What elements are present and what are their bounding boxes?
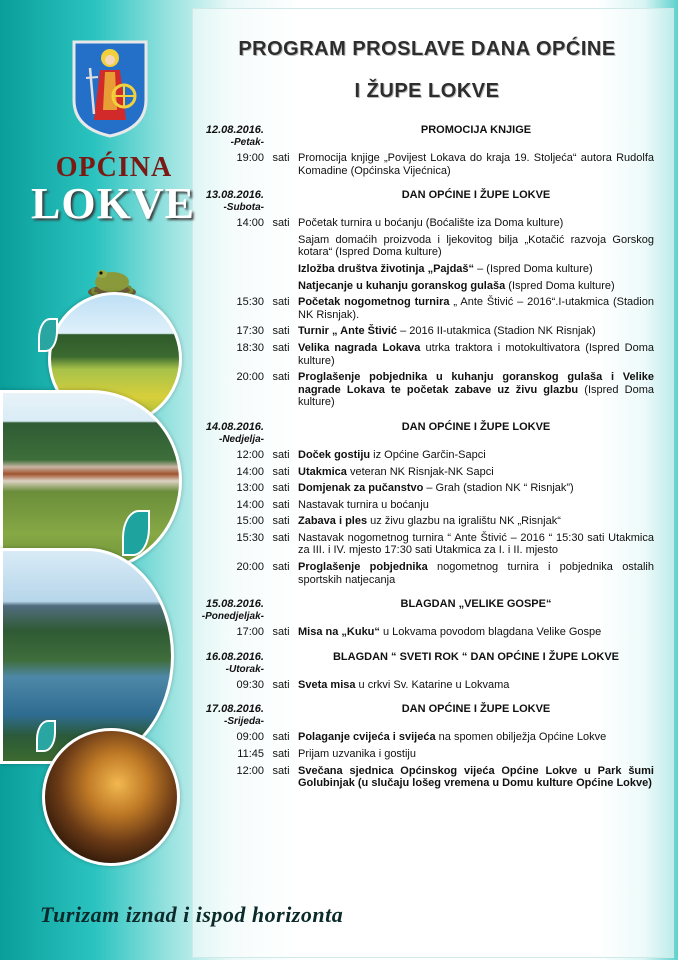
day-header [196, 420, 656, 445]
event-text: uz živu glazbu na igralištu NK „Risnjak“ [367, 515, 561, 528]
event-highlight: Sveta misa [298, 678, 356, 691]
day-header [196, 703, 656, 728]
event-row [196, 342, 656, 367]
event-description [298, 342, 654, 367]
event-unit: sati [272, 748, 290, 761]
event-time: 12:00 [236, 448, 264, 461]
event-description [298, 371, 654, 409]
event-unit: sati [272, 561, 290, 574]
day-header [196, 598, 656, 623]
event-description [298, 263, 654, 276]
day-weekday: -Ponedjeljak- [201, 611, 264, 623]
event-description [298, 679, 654, 692]
event-highlight: Zabava i ples [298, 515, 368, 528]
event-highlight: Izložba društva životinja „Pajdaš“ [298, 262, 475, 275]
event-row [196, 280, 656, 293]
event-description [298, 296, 654, 321]
event-highlight: Domjenak za pučanstvo [298, 482, 424, 495]
event-text: – Grah (stadion NK “ Risnjak”) [423, 482, 574, 495]
event-description [298, 217, 654, 230]
event-unit: sati [272, 465, 290, 478]
event-unit [264, 280, 298, 293]
event-time: 20:00 [236, 371, 264, 384]
event-unit: sati [272, 325, 290, 338]
event-text: u crkvi Sv. Katarine u Lokvama [355, 678, 510, 691]
event-time: 15:30 [236, 296, 264, 309]
event-description [298, 532, 654, 557]
event-time: 14:00 [236, 498, 264, 511]
event-text: veteran NK Risnjak-NK Sapci [346, 465, 494, 478]
event-text: iz Općine Garčin-Sapci [370, 448, 486, 461]
event-description [298, 482, 654, 495]
event-time: 14:00 [236, 217, 264, 230]
event-text: Nastavak turnira u boćanju [298, 498, 429, 511]
day-date: 16.08.2016. [205, 650, 264, 663]
event-description [298, 765, 654, 790]
event-text: na spomen obilježja Općine Lokve [435, 731, 607, 744]
event-highlight: Turnir „ Ante Štivić [298, 325, 398, 338]
event-row [196, 449, 656, 462]
event-time: 11:45 [237, 748, 264, 761]
event-time: 09:30 [236, 678, 264, 691]
event-unit: sati [272, 448, 290, 461]
event-description [298, 731, 654, 744]
event-description [298, 280, 654, 293]
day-weekday: -Srijeda- [223, 716, 264, 728]
event-description [298, 499, 654, 512]
event-text: Nastavak nogometnog turnira “ Ante Štivić – 2016 “ 15:30 sati Utakmica za III. i IV. mjesto 17:30 sati Utakmica za I. i II. mjesto [298, 531, 654, 557]
event-text: nogometnog turnira i pobjednika ostalih sportskih natjecanja [298, 561, 654, 586]
event-row [196, 532, 656, 557]
event-text: utrka traktora i motokultivatora (Ispred Doma kulture) [298, 341, 654, 367]
event-row [196, 765, 656, 790]
event-row [196, 731, 656, 744]
event-highlight: Misa na „Kuku“ [298, 626, 380, 639]
event-unit: sati [272, 678, 290, 691]
event-text: Sajam domaćih proizvoda i ljekovitog bilja „Kotačić razvoja Gorskog kotara“ (Ispred Doma kulture) [298, 233, 654, 259]
day-title: DAN OPĆINE I ŽUPE LOKVE [401, 189, 551, 202]
day-block [196, 421, 656, 586]
brand-line-1: OPĆINA [55, 152, 173, 183]
day-weekday: -Petak- [230, 137, 264, 148]
day-title: PROMOCIJA KNJIGE [420, 124, 532, 136]
event-time: 15:00 [236, 515, 264, 528]
event-text: „ Ante Štivić – 2016“.I-utakmica (Stadion NK Risnjak). [298, 296, 654, 321]
event-description [298, 748, 654, 761]
event-time: 17:00 [236, 626, 264, 639]
event-highlight: Utakmica [298, 465, 347, 478]
event-unit: sati [272, 341, 290, 354]
event-row [196, 482, 656, 495]
brand-line-2: LOKVE [31, 179, 195, 228]
day-title: BLAGDAN “ SVETI ROK “ DAN OPĆINE I ŽUPE LOKVE [332, 650, 620, 663]
day-title: DAN OPĆINE I ŽUPE LOKVE [401, 703, 551, 716]
event-row [196, 296, 656, 321]
event-description [298, 449, 654, 462]
day-block [196, 703, 656, 789]
event-time: 19:00 [236, 152, 264, 164]
event-unit: sati [272, 531, 290, 544]
event-time [196, 234, 264, 259]
event-row [196, 371, 656, 409]
event-description [298, 515, 654, 528]
day-date: 17.08.2016. [205, 703, 264, 716]
day-header [196, 650, 656, 675]
event-text: Početak turnira u boćanju (Boćalište iza Doma kulture) [298, 217, 564, 230]
event-text: u Lokvama povodom blagdana Velike Gospe [379, 626, 602, 639]
event-unit: sati [272, 731, 290, 744]
cave-image [42, 728, 180, 866]
event-text: (Ispred Doma kulture) [298, 383, 654, 409]
event-unit: sati [272, 515, 290, 528]
event-highlight: Natjecanje u kuhanju goranskog gulaša [298, 279, 506, 292]
event-row [196, 748, 656, 761]
event-text: Promocija knjige „Povijest Lokava do kraja 19. Stoljeća“ autora Rudolfa Komadine (Općinska Vijećnica) [298, 152, 654, 177]
day-block [196, 124, 656, 177]
event-unit [264, 234, 298, 259]
event-time: 14:00 [236, 465, 264, 478]
slogan: Turizam iznad i ispod horizonta [40, 902, 344, 927]
day-block [196, 651, 656, 692]
event-time [196, 263, 264, 276]
event-time: 12:00 [236, 764, 264, 777]
day-title: BLAGDAN „VELIKE GOSPE“ [400, 598, 552, 611]
event-row [196, 515, 656, 528]
event-unit: sati [272, 626, 290, 639]
event-description [298, 325, 654, 338]
day-block [196, 189, 656, 409]
crest-icon [72, 40, 148, 138]
event-text: – (Ispred Doma kulture) [474, 262, 593, 275]
day-weekday: -Subota- [223, 202, 264, 214]
event-unit: sati [272, 152, 290, 164]
event-unit: sati [272, 296, 290, 309]
event-highlight: Doček gostiju [298, 448, 371, 461]
event-unit [264, 263, 298, 276]
day-title: DAN OPĆINE I ŽUPE LOKVE [401, 420, 551, 433]
event-row [196, 561, 656, 586]
event-time: 13:00 [236, 482, 264, 495]
event-row [196, 626, 656, 639]
event-description [298, 152, 654, 177]
event-highlight: Velika nagrada Lokava [298, 341, 421, 354]
event-description [298, 626, 654, 639]
program-list [196, 124, 656, 802]
village-image [0, 390, 182, 572]
day-date: 12.08.2016. [205, 124, 264, 136]
event-time: 20:00 [236, 561, 264, 574]
event-time: 17:30 [236, 325, 264, 338]
event-row [196, 234, 656, 259]
event-highlight: Proglašenje pobjednika u kuhanju goranskog gulaša i Velike nagrade Lokava te početak zabave uz živu glazbu [298, 371, 654, 396]
day-header [196, 124, 656, 148]
day-weekday: -Utorak- [225, 663, 264, 675]
event-row [196, 679, 656, 692]
event-time [196, 280, 264, 293]
event-unit: sati [272, 371, 290, 384]
event-highlight: Proglašenje pobjednika [298, 561, 428, 574]
event-row [196, 466, 656, 479]
event-description [298, 234, 654, 259]
page-title: PROGRAM PROSLAVE DANA OPĆINE [238, 38, 616, 60]
event-highlight: Početak nogometnog turnira [298, 296, 450, 309]
day-weekday: -Nedjelja- [218, 433, 264, 445]
day-date: 15.08.2016. [205, 598, 264, 611]
event-text: – 2016 II-utakmica (Stadion NK Risnjak) [397, 325, 596, 338]
event-row [196, 325, 656, 338]
event-unit: sati [272, 498, 290, 511]
event-description [298, 561, 654, 586]
event-time: 09:00 [236, 731, 264, 744]
event-time: 15:30 [236, 531, 264, 544]
event-row [196, 152, 656, 177]
event-unit: sati [272, 217, 290, 230]
event-row [196, 499, 656, 512]
event-time: 18:30 [236, 341, 264, 354]
event-unit: sati [272, 482, 290, 495]
page-subtitle: I ŽUPE LOKVE [354, 80, 500, 102]
event-highlight: Polaganje cvijeća i svijeća [298, 731, 436, 744]
event-unit: sati [272, 764, 290, 777]
day-block [196, 598, 656, 639]
day-header [196, 189, 656, 214]
event-highlight: Svečana sjednica Općinskog vijeća Općine Lokve u Park šumi Golubinjak (u slučaju lošeg vremena u Domu kulture Općine Lokve) [298, 764, 654, 790]
event-row [196, 263, 656, 276]
event-description [298, 466, 654, 479]
day-date: 14.08.2016. [205, 420, 264, 433]
day-date: 13.08.2016. [205, 189, 264, 202]
event-text: (Ispred Doma kulture) [505, 279, 615, 292]
event-text: Prijam uzvanika i gostiju [298, 748, 416, 761]
event-row [196, 217, 656, 230]
